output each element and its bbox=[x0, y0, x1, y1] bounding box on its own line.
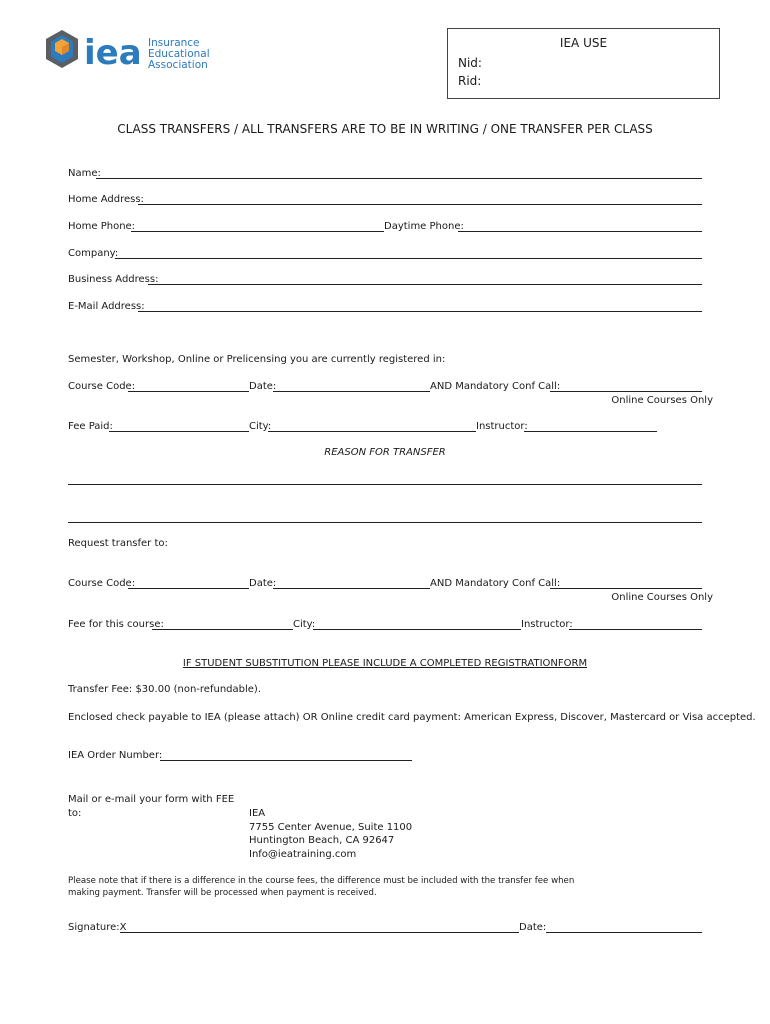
business-address-label: Business Address: bbox=[68, 274, 159, 285]
rid-label: Rid: bbox=[458, 74, 482, 88]
daytime-phone-field[interactable] bbox=[458, 231, 702, 232]
current-course-code-label: Course Code: bbox=[68, 381, 136, 392]
reason-for-transfer-title: REASON FOR TRANSFER bbox=[324, 447, 446, 458]
request-date-label: Date: bbox=[249, 578, 277, 589]
current-fee-paid-field[interactable] bbox=[109, 431, 249, 432]
logo-text-line2: Educational bbox=[148, 48, 210, 60]
request-online-only-note: Online Courses Only bbox=[611, 592, 713, 603]
current-online-only-note: Online Courses Only bbox=[611, 395, 713, 406]
svg-text:iea: iea bbox=[84, 33, 142, 72]
mail-address-line3: Huntington Beach, CA 92647 bbox=[249, 835, 395, 846]
transfer-fee-text: Transfer Fee: $30.00 (non-refundable). bbox=[68, 684, 261, 695]
name-field[interactable] bbox=[96, 178, 702, 179]
current-city-field[interactable] bbox=[268, 431, 476, 432]
request-fee-field[interactable] bbox=[152, 629, 293, 630]
logo-text-line1: Insurance bbox=[148, 37, 200, 49]
request-course-code-label: Course Code: bbox=[68, 578, 136, 589]
signature-date-label: Date: bbox=[519, 922, 547, 933]
company-field[interactable] bbox=[115, 258, 702, 259]
mail-label-line1: Mail or e-mail your form with FEE bbox=[68, 794, 235, 805]
reason-line-1[interactable] bbox=[68, 484, 702, 485]
home-phone-field[interactable] bbox=[131, 231, 384, 232]
signature-date-field[interactable] bbox=[546, 932, 702, 933]
logo-text-line3: Association bbox=[148, 59, 208, 71]
mail-email[interactable]: Info@ieatraining.com bbox=[249, 849, 357, 860]
payment-note: Enclosed check payable to IEA (please attach) OR Online credit card payment: American Express, Discover, Mastercard or Visa accepted. bbox=[68, 712, 756, 723]
substitution-note: IF STUDENT SUBSTITUTION PLEASE INCLUDE A COMPLETED REGISTRATIONFORM bbox=[182, 658, 588, 669]
home-address-field[interactable] bbox=[138, 204, 702, 205]
request-course-code-field[interactable] bbox=[128, 588, 249, 589]
request-transfer-intro: Request transfer to: bbox=[68, 538, 168, 549]
current-instructor-field[interactable] bbox=[524, 431, 657, 432]
signature-label: Signature:X bbox=[68, 922, 127, 933]
reason-line-2[interactable] bbox=[68, 522, 702, 523]
request-mandatory-call-label: AND Mandatory Conf Call: bbox=[430, 578, 561, 589]
request-city-label: City: bbox=[293, 619, 316, 630]
iea-use-title: IEA USE bbox=[559, 36, 608, 50]
request-instructor-field[interactable] bbox=[569, 629, 702, 630]
current-city-label: City: bbox=[249, 421, 272, 432]
current-instructor-label: Instructor: bbox=[476, 421, 528, 432]
request-date-field[interactable] bbox=[273, 588, 430, 589]
daytime-phone-label: Daytime Phone: bbox=[384, 221, 464, 232]
nid-label: Nid: bbox=[458, 56, 482, 70]
company-label: Company: bbox=[68, 248, 119, 259]
request-fee-label: Fee for this course: bbox=[68, 619, 164, 630]
request-instructor-label: Instructor: bbox=[521, 619, 573, 630]
request-mandatory-call-field[interactable] bbox=[550, 588, 702, 589]
current-mandatory-call-label: AND Mandatory Conf Call: bbox=[430, 381, 561, 392]
mail-address-line2: 7755 Center Avenue, Suite 1100 bbox=[249, 822, 413, 833]
email-address-field[interactable] bbox=[138, 311, 702, 312]
current-registration-intro: Semester, Workshop, Online or Prelicensing you are currently registered in: bbox=[68, 354, 446, 365]
current-date-label: Date: bbox=[249, 381, 277, 392]
form-title: CLASS TRANSFERS / ALL TRANSFERS ARE TO BE IN WRITING / ONE TRANSFER PER CLASS bbox=[117, 122, 653, 136]
mail-label-line2: to: bbox=[68, 808, 82, 819]
home-phone-label: Home Phone: bbox=[68, 221, 136, 232]
current-mandatory-call-field[interactable] bbox=[550, 391, 702, 392]
logo-wordmark bbox=[148, 38, 210, 71]
business-address-field[interactable] bbox=[148, 284, 702, 285]
current-course-code-field[interactable] bbox=[128, 391, 249, 392]
email-address-label: E-Mail Address: bbox=[68, 301, 145, 312]
current-fee-paid-label: Fee Paid: bbox=[68, 421, 113, 432]
fee-difference-note: Please note that if there is a difference in the course fees, the difference must be included with the transfer fee when making payment. Transfer will be processed when payment is received. bbox=[68, 876, 575, 898]
order-number-field[interactable] bbox=[160, 760, 412, 761]
home-address-label: Home Address: bbox=[68, 194, 144, 205]
name-label: Name: bbox=[68, 168, 101, 179]
current-date-field[interactable] bbox=[273, 391, 430, 392]
hexagon-logo-icon bbox=[44, 28, 146, 72]
signature-field[interactable] bbox=[120, 932, 519, 933]
iea-logo bbox=[44, 28, 146, 76]
iea-use-box bbox=[447, 28, 720, 99]
request-city-field[interactable] bbox=[313, 629, 521, 630]
mail-address-line1: IEA bbox=[249, 808, 266, 819]
order-number-label: IEA Order Number: bbox=[68, 750, 163, 761]
